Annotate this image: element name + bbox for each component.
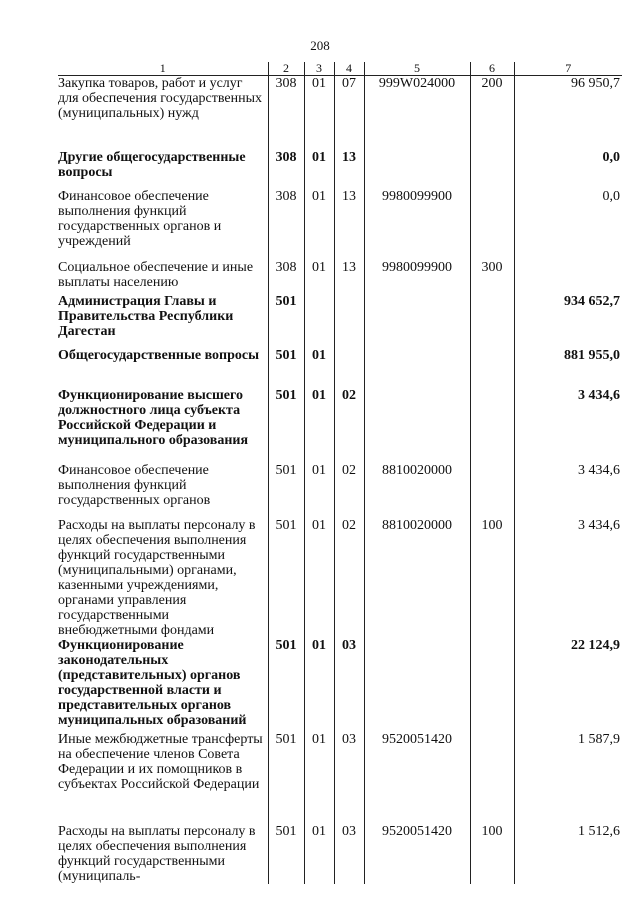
cell-vr [470,150,514,189]
cell-vr [470,189,514,260]
cell-csr: 9980099900 [364,260,470,294]
cell-pr: 02 [334,463,364,518]
cell-name: Финансовое обеспечение выполнения функций государственных органов [58,463,268,518]
table-row [58,388,622,463]
header-col-4: 4 [334,62,364,76]
cell-rz: 01 [304,463,334,518]
cell-rz: 01 [304,348,334,388]
cell-name: Закупка товаров, работ и услуг для обеспечения государственных (муниципальных) нужд [58,76,268,151]
cell-ved: 501 [268,638,304,732]
cell-csr [364,150,470,189]
cell-sum: 96 950,7 [514,76,622,151]
cell-csr [364,638,470,732]
table-row [58,638,622,732]
cell-sum: 3 434,6 [514,388,622,463]
cell-ved: 501 [268,463,304,518]
cell-pr [334,294,364,348]
table-row [58,76,622,151]
cell-sum: 881 955,0 [514,348,622,388]
cell-sum: 1 512,6 [514,824,622,884]
cell-pr: 02 [334,388,364,463]
table-row [58,189,622,260]
cell-ved: 308 [268,189,304,260]
cell-sum: 0,0 [514,150,622,189]
table-row [58,518,622,638]
cell-ved: 501 [268,294,304,348]
cell-csr: 8810020000 [364,463,470,518]
header-col-1: 1 [58,62,268,76]
cell-rz: 01 [304,518,334,638]
cell-rz: 01 [304,732,334,824]
cell-rz: 01 [304,76,334,151]
table-row [58,294,622,348]
cell-vr [470,463,514,518]
cell-csr: 9520051420 [364,732,470,824]
cell-sum: 934 652,7 [514,294,622,348]
table-row [58,732,622,824]
cell-ved: 501 [268,824,304,884]
cell-ved: 308 [268,260,304,294]
table-row [58,150,622,189]
cell-ved: 501 [268,348,304,388]
cell-name: Иные межбюджетные трансферты на обеспечение членов Совета Федерации и их помощников в субъектах Российской Федерации [58,732,268,824]
cell-pr: 13 [334,150,364,189]
cell-rz: 01 [304,260,334,294]
cell-sum: 0,0 [514,189,622,260]
cell-name: Другие общегосударственные вопросы [58,150,268,189]
page-number: 208 [310,38,330,53]
cell-vr: 200 [470,76,514,151]
cell-name: Социальное обеспечение и иные выплаты населению [58,260,268,294]
cell-csr: 9520051420 [364,824,470,884]
header-row [58,62,622,76]
cell-pr: 03 [334,732,364,824]
cell-sum: 22 124,9 [514,638,622,732]
table-row [58,260,622,294]
cell-pr: 03 [334,638,364,732]
header-col-5: 5 [364,62,470,76]
cell-csr: 9980099900 [364,189,470,260]
cell-vr [470,732,514,824]
cell-csr: 999W024000 [364,76,470,151]
cell-name: Администрация Главы и Правительства Республики Дагестан [58,294,268,348]
cell-sum: 3 434,6 [514,518,622,638]
table-row [58,463,622,518]
table-row [58,348,622,388]
cell-csr [364,348,470,388]
cell-rz: 01 [304,638,334,732]
budget-table [58,62,622,884]
cell-ved: 501 [268,732,304,824]
cell-vr: 100 [470,518,514,638]
cell-pr: 07 [334,76,364,151]
cell-rz: 01 [304,388,334,463]
cell-ved: 308 [268,76,304,151]
header-col-6: 6 [470,62,514,76]
cell-sum [514,260,622,294]
cell-vr [470,638,514,732]
cell-pr: 03 [334,824,364,884]
cell-pr: 02 [334,518,364,638]
table-row [58,824,622,884]
cell-rz: 01 [304,824,334,884]
cell-pr [334,348,364,388]
cell-pr: 13 [334,189,364,260]
cell-ved: 501 [268,388,304,463]
cell-ved: 308 [268,150,304,189]
cell-name: Финансовое обеспечение выполнения функций государственных органов и учреждений [58,189,268,260]
cell-rz [304,294,334,348]
cell-vr [470,348,514,388]
cell-pr: 13 [334,260,364,294]
cell-vr [470,294,514,348]
cell-csr: 8810020000 [364,518,470,638]
cell-name: Функционирование высшего должностного лица субъекта Российской Федерации и муниципального образования [58,388,268,463]
cell-name: Расходы на выплаты персоналу в целях обеспечения выполнения функций государственными (муниципаль- [58,824,268,884]
cell-name: Общегосударственные вопросы [58,348,268,388]
header-col-7: 7 [514,62,622,76]
cell-sum: 3 434,6 [514,463,622,518]
cell-sum: 1 587,9 [514,732,622,824]
cell-vr: 300 [470,260,514,294]
cell-rz: 01 [304,150,334,189]
cell-ved: 501 [268,518,304,638]
cell-rz: 01 [304,189,334,260]
header-col-3: 3 [304,62,334,76]
cell-vr [470,388,514,463]
cell-name: Расходы на выплаты персоналу в целях обеспечения выполнения функций государственными (муниципальными) органами, казенными учреждениями, органами управления государственными внебюджетными фондами [58,518,268,638]
cell-csr [364,388,470,463]
cell-vr: 100 [470,824,514,884]
cell-name: Функционирование законодательных (представительных) органов государственной власти и представительных органов муниципальных образований [58,638,268,732]
header-col-2: 2 [268,62,304,76]
cell-csr [364,294,470,348]
